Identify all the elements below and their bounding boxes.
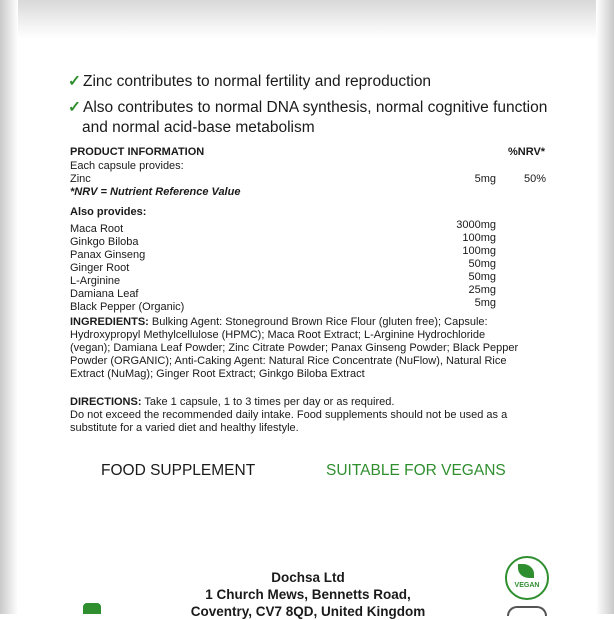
ingredient-name: L-Arginine: [70, 275, 121, 287]
ingredient-name: Maca Root: [70, 223, 124, 235]
ingredient-name: Ginger Root: [70, 262, 130, 274]
ingredients-line: Powder (ORGANIC); Anti-Caking Agent: Natural Rice Concentrate (NuFlow), Natural Rice: [70, 355, 507, 367]
ingredient-name: Black Pepper (Organic): [70, 301, 185, 313]
also-provides-heading: Also provides:: [70, 206, 147, 218]
list-item: [70, 258, 498, 274]
claim-zinc-fertility: [68, 72, 431, 92]
zinc-nrv: 50%: [523, 173, 546, 185]
vegan-logo-icon: [505, 556, 549, 600]
ingredient-name: Ginkgo Biloba: [70, 236, 139, 248]
ingredient-name: Panax Ginseng: [70, 249, 146, 261]
each-capsule-text: Each capsule provides:: [70, 160, 184, 172]
directions-warning: substitute for a varied diet and healthy lifestyle.: [70, 422, 299, 434]
claim-text: Zinc contributes to normal fertility and reproduction: [83, 73, 432, 90]
claim-text-continued: and normal acid-base metabolism: [82, 119, 315, 136]
directions-block: [70, 396, 550, 435]
ingredients-line: Extract (NuMag); Ginger Root Extract; Ginkgo Biloba Extract: [70, 368, 365, 380]
check-icon: ✓: [68, 99, 81, 116]
list-item: [70, 284, 498, 300]
ingredient-amount: 100mg: [462, 232, 496, 244]
directions-text: Take 1 capsule, 1 to 3 times per day or as required.: [141, 396, 395, 408]
zinc-amount: 5mg: [474, 173, 496, 185]
address-city: Coventry, CV7 8QD, United Kingdom: [190, 604, 426, 619]
ingredient-amount: 50mg: [468, 271, 496, 283]
directions-label: DIRECTIONS:: [70, 396, 142, 408]
nrv-heading: %NRV*: [508, 146, 546, 158]
food-supplement-label: FOOD SUPPLEMENT: [101, 462, 256, 479]
ingredient-amount: 100mg: [462, 245, 496, 257]
ingredient-amount: 5mg: [474, 297, 496, 309]
vegan-logo-text: VEGAN: [514, 582, 540, 589]
product-info-heading: PRODUCT INFORMATION: [70, 146, 205, 158]
address-street: 1 Church Mews, Bennetts Road,: [205, 587, 411, 602]
ingredients-label: INGREDIENTS:: [70, 316, 149, 328]
leaf-icon: [518, 564, 534, 578]
ingredient-amount: 50mg: [468, 258, 496, 270]
list-item: [70, 232, 498, 248]
company-name: Dochsa Ltd: [271, 570, 345, 585]
ingredients-line: Bulking Agent: Stoneground Brown Rice Flour (gluten free); Capsule:: [148, 316, 488, 328]
nrv-note: *NRV = Nutrient Reference Value: [70, 186, 241, 198]
ingredients-line: Hydroxypropyl Methylcellulose (HPMC); Maca Root Extract; L-Arginine Hydrochloride: [70, 329, 486, 341]
ingredient-name: Damiana Leaf: [70, 288, 139, 300]
recycle-icon: [83, 603, 101, 614]
list-item: [70, 245, 498, 261]
suitable-for-vegans-label: SUITABLE FOR VEGANS: [326, 462, 506, 479]
check-icon: ✓: [68, 73, 81, 90]
certification-seal-icon: [507, 606, 547, 616]
claim-text: Also contributes to normal DNA synthesis, normal cognitive function: [83, 99, 548, 116]
list-item: [70, 271, 498, 287]
ingredient-amount: 25mg: [468, 284, 496, 296]
zinc-name: Zinc: [70, 173, 91, 185]
ingredients-line: (vegan); Damiana Leaf Powder; Zinc Citrate Powder; Panax Ginseng Powder; Black Pepper: [70, 342, 519, 354]
list-item: [70, 219, 498, 235]
manufacturer-address: [158, 569, 458, 620]
claim-zinc-dna: [68, 98, 547, 138]
directions-warning: Do not exceed the recommended daily intake. Food supplements should not be used as a: [70, 409, 508, 421]
list-item: [70, 297, 498, 313]
also-provides-list: [70, 219, 498, 313]
ingredient-amount: 3000mg: [456, 219, 496, 231]
ingredients-block: [70, 316, 550, 381]
